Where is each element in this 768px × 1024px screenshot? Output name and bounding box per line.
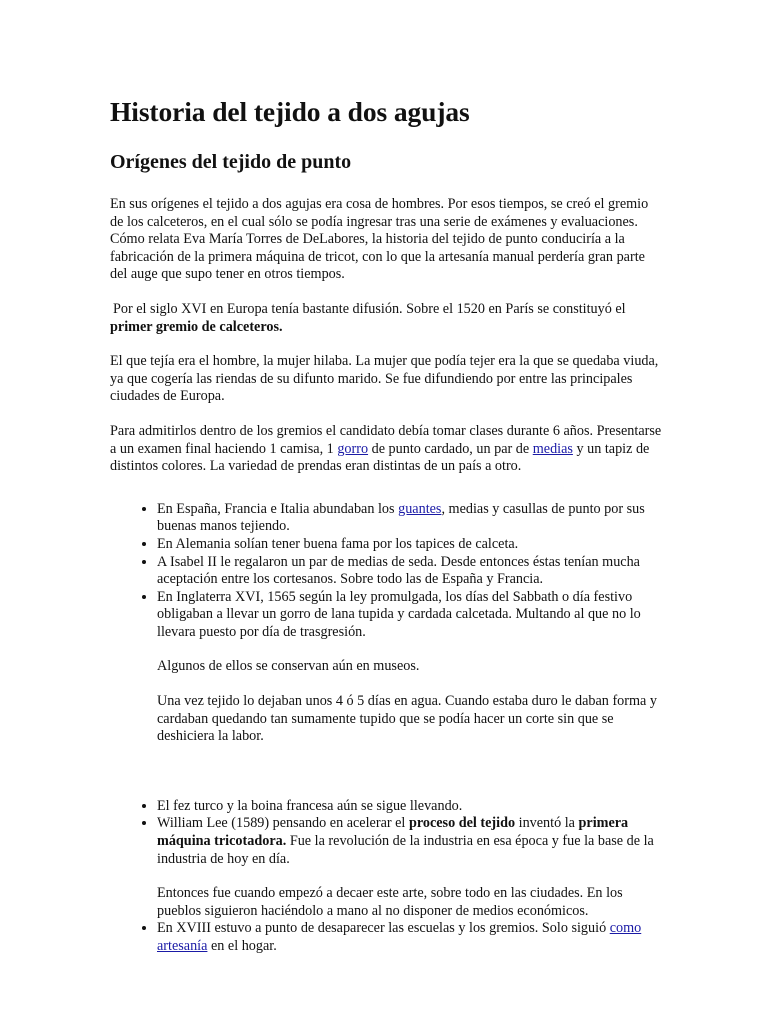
bullet-list-countries xyxy=(110,501,662,746)
link-gorro[interactable]: gorro xyxy=(337,440,369,457)
bold-text: proceso del tejido xyxy=(408,815,516,832)
list-item xyxy=(157,501,662,536)
link-medias[interactable]: medias xyxy=(532,440,573,457)
paragraph-text: y un tapiz de distintos colores. La variedad de prendas eran distintas de un país a otro. xyxy=(110,440,650,475)
list-item: • El fez turco y la boina francesa aún se sigue llevando. xyxy=(157,798,662,816)
page-title: Historia del tejido a dos agujas xyxy=(110,96,470,127)
paragraph-siglo-xvi xyxy=(110,301,662,336)
list-item-text: William Lee (1589) pensando en acelerar el xyxy=(157,815,409,832)
list-item-text: En XVIII estuvo a punto de desaparecer las escuelas y los gremios. Solo siguió xyxy=(157,920,610,937)
list-item: • A Isabel II le regalaron un par de medias de seda. Desde entonces éstas tenían mucha aceptación entre los cortesanos. Sobre todo las de España y Francia. xyxy=(157,554,662,589)
link-guantes[interactable]: guantes xyxy=(398,500,442,517)
document-page xyxy=(110,95,662,956)
paragraph-gremios xyxy=(110,423,662,476)
list-item-text: En Inglaterra XVI, 1565 según la ley promulgada, los días del Sabbath o día festivo obligaban a llevar un gorro de lana tupida y cardada calcetada. Multando al que no lo llevara puesto por día de trasgresión. xyxy=(157,588,641,640)
list-subparagraph: Entonces fue cuando empezó a decaer este arte, sobre todo en las ciudades. En los pueblos siguieron haciéndolo a mano al no disponer de medios económicos. xyxy=(157,885,623,919)
bold-text: primer gremio de calceteros. xyxy=(110,318,283,335)
list-item-text: Fue la revolución de la industria en esa época y fue la base de la industria de hoy en día. xyxy=(157,833,654,867)
list-item-text: , medias y casullas de punto por sus buenas manos tejiendo. xyxy=(157,500,645,535)
paragraph-text: Por el siglo XVI en Europa tenía bastante difusión. Sobre el 1520 en París se constituyó el xyxy=(113,300,626,317)
paragraph-text: Para admitirlos dentro de los gremios el candidato debía tomar clases durante 6 años. Presentarse a un examen final haciendo 1 camisa, 1 xyxy=(110,422,662,457)
bullet-list-history xyxy=(110,798,662,956)
bold-text: primera máquina tricotadora. xyxy=(157,815,629,850)
list-subparagraph: Una vez tejido lo dejaban unos 4 ó 5 días en agua. Cuando estaba duro le daban forma y cardaban quedando tan sumamente tupido que se podía hacer un corte sin que se deshiciera la labor. xyxy=(157,693,657,745)
list-item-text: En España, Francia e Italia abundaban los xyxy=(157,500,399,517)
paragraph-text: de punto cardado, un par de xyxy=(368,440,533,457)
paragraph-hilaba: El que tejía era el hombre, la mujer hilaba. La mujer que podía tejer era la que se quedaba viuda, ya que cogería las riendas de su difunto marido. Se fue difundiendo por entre las principales ciudades de Europa. xyxy=(110,353,659,405)
list-item: • En Alemania solían tener buena fama por los tapices de calceta. xyxy=(157,536,662,554)
list-item-text: en el hogar. xyxy=(207,938,277,954)
section-heading: Orígenes del tejido de punto xyxy=(110,151,352,173)
list-item xyxy=(157,589,662,746)
list-item xyxy=(157,920,662,955)
link-como-artesania[interactable]: como artesanía xyxy=(157,920,642,954)
spacer xyxy=(110,746,662,798)
list-item xyxy=(157,815,662,920)
list-item-text: inventó la xyxy=(515,815,579,832)
list-subparagraph: Algunos de ellos se conservan aún en museos. xyxy=(157,658,420,675)
paragraph-origins: En sus orígenes el tejido a dos agujas era cosa de hombres. Por esos tiempos, se creó el gremio de los calceteros, en el cual sólo se podía ingresar tras una serie de exámenes y evaluaciones. Cómo relata Eva María Torres de DeLabores, la historia del tejido de punto conduciría a la fabricación de la primera máquina de tricot, con lo que la artesanía manual perdería gran parte del auge que supo tener en otros tiempos. xyxy=(110,196,649,283)
